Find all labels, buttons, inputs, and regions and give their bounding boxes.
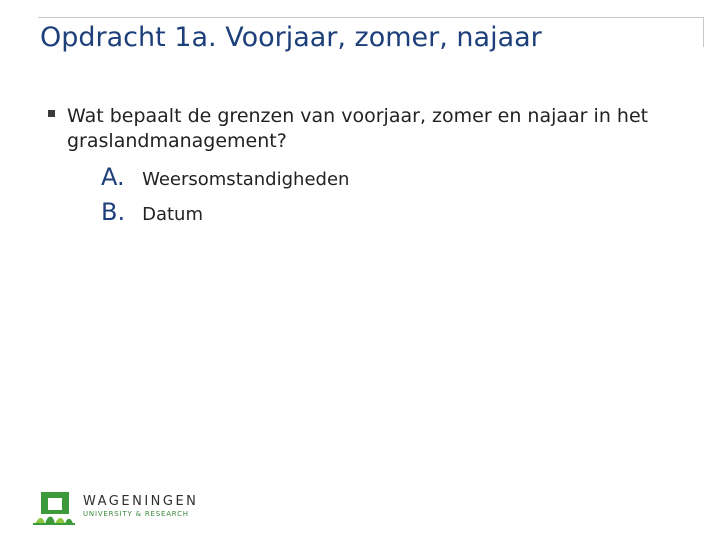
bullet-square-icon [48,110,55,117]
top-divider-corner [703,17,704,47]
option-a-letter: A. [101,163,125,191]
option-b-text: Datum [142,204,203,225]
logo-subtitle: UNIVERSITY & RESEARCH [83,510,189,518]
top-divider [38,17,703,18]
option-b [101,198,203,226]
question-text: Wat bepaalt de grenzen van voorjaar, zomer en najaar in het graslandmanagement? [67,105,649,152]
slide-title: Opdracht 1a. Voorjaar, zomer, najaar [40,22,542,53]
option-a [101,163,349,191]
option-b-letter: B. [101,198,126,226]
logo-wordmark: WAGENINGEN [83,494,199,509]
wageningen-logo [33,490,203,526]
option-a-text: Weersomstandigheden [142,169,350,190]
wageningen-logo-mark-icon [33,490,75,526]
